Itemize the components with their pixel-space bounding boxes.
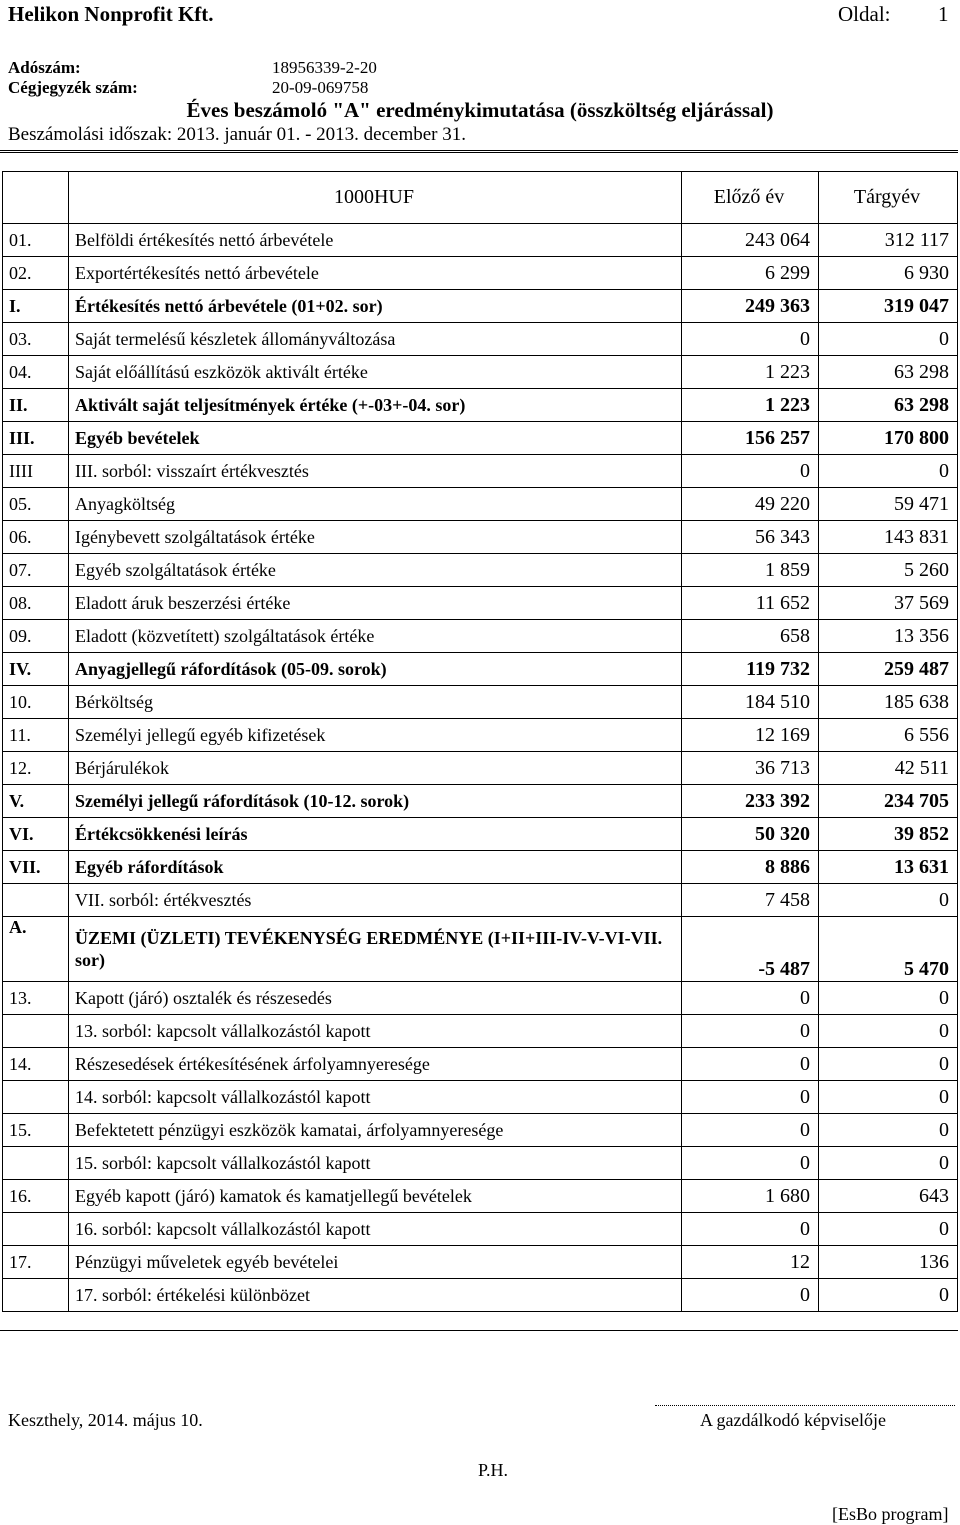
row-current-year: 143 831: [819, 521, 958, 554]
row-code: 15.: [3, 1114, 69, 1147]
row-label: Igénybevett szolgáltatások értéke: [69, 521, 682, 554]
table-row: [3, 1015, 958, 1048]
row-label: III. sorból: visszaírt értékvesztés: [69, 455, 682, 488]
table-row: [3, 1213, 958, 1246]
row-label: Pénzügyi műveletek egyéb bevételei: [69, 1246, 682, 1279]
table-row: [3, 1114, 958, 1147]
row-previous-year: 0: [682, 982, 819, 1015]
row-previous-year: 658: [682, 620, 819, 653]
row-label: VII. sorból: értékvesztés: [69, 884, 682, 917]
row-current-year: 39 852: [819, 818, 958, 851]
row-label: 17. sorból: értékelési különbözet: [69, 1279, 682, 1312]
row-previous-year: 249 363: [682, 290, 819, 323]
row-code: 08.: [3, 587, 69, 620]
row-label: Értékcsökkenési leírás: [69, 818, 682, 851]
row-label: Egyéb bevételek: [69, 422, 682, 455]
row-previous-year: 184 510: [682, 686, 819, 719]
row-code: [3, 1015, 69, 1048]
row-previous-year: 0: [682, 1114, 819, 1147]
row-previous-year: 12 169: [682, 719, 819, 752]
row-code: II.: [3, 389, 69, 422]
row-current-year: 0: [819, 1147, 958, 1180]
row-current-year: 312 117: [819, 224, 958, 257]
row-code: A.: [3, 917, 69, 982]
page-number: 1: [938, 2, 949, 26]
row-previous-year: 0: [682, 1147, 819, 1180]
row-current-year: 0: [819, 323, 958, 356]
table-row: [3, 290, 958, 323]
table-row: [3, 686, 958, 719]
row-previous-year: 1 680: [682, 1180, 819, 1213]
row-previous-year: 7 458: [682, 884, 819, 917]
page-label: Oldal:: [838, 2, 891, 26]
unit-header: 1000HUF: [69, 172, 682, 224]
header-divider: [0, 150, 958, 153]
row-previous-year: 12: [682, 1246, 819, 1279]
table-row: [3, 620, 958, 653]
row-previous-year: 6 299: [682, 257, 819, 290]
row-label: Személyi jellegű egyéb kifizetések: [69, 719, 682, 752]
row-label: Egyéb szolgáltatások értéke: [69, 554, 682, 587]
row-label: Részesedések értékesítésének árfolyamnyeresége: [69, 1048, 682, 1081]
row-label: Eladott (közvetített) szolgáltatások értéke: [69, 620, 682, 653]
row-code: V.: [3, 785, 69, 818]
row-previous-year: 119 732: [682, 653, 819, 686]
row-label: Bérjárulékok: [69, 752, 682, 785]
row-label: 13. sorból: kapcsolt vállalkozástól kapott: [69, 1015, 682, 1048]
table-row: [3, 1246, 958, 1279]
row-code: 12.: [3, 752, 69, 785]
table-bottom-rule: [0, 1330, 958, 1331]
table-row: [3, 851, 958, 884]
table-row: [3, 356, 958, 389]
row-label: Eladott áruk beszerzési értéke: [69, 587, 682, 620]
row-label: Egyéb ráfordítások: [69, 851, 682, 884]
row-code: [3, 884, 69, 917]
row-previous-year: 56 343: [682, 521, 819, 554]
registration-number-label: Cégjegyzék szám:: [8, 78, 138, 97]
row-label: 14. sorból: kapcsolt vállalkozástól kapott: [69, 1081, 682, 1114]
row-current-year: 13 631: [819, 851, 958, 884]
row-current-year: 0: [819, 1279, 958, 1312]
row-current-year: 0: [819, 1048, 958, 1081]
table-row: [3, 554, 958, 587]
row-current-year: 0: [819, 1114, 958, 1147]
row-current-year: 59 471: [819, 488, 958, 521]
table-row: [3, 653, 958, 686]
row-code: [3, 1147, 69, 1180]
row-previous-year: 50 320: [682, 818, 819, 851]
table-row: [3, 422, 958, 455]
row-label: Aktivált saját teljesítmények értéke (+-03+-04. sor): [69, 389, 682, 422]
company-name: Helikon Nonprofit Kft.: [8, 2, 214, 26]
table-row: [3, 224, 958, 257]
row-previous-year: 0: [682, 1081, 819, 1114]
reporting-period: Beszámolási időszak: 2013. január 01. - 2013. december 31.: [8, 124, 466, 145]
row-label: Személyi jellegű ráfordítások (10-12. sorok): [69, 785, 682, 818]
row-label: 16. sorból: kapcsolt vállalkozástól kapott: [69, 1213, 682, 1246]
row-label: Anyagjellegű ráfordítások (05-09. sorok): [69, 653, 682, 686]
row-code: 16.: [3, 1180, 69, 1213]
row-code: 06.: [3, 521, 69, 554]
row-label: Értékesítés nettó árbevétele (01+02. sor): [69, 290, 682, 323]
row-code: VII.: [3, 851, 69, 884]
row-code: 02.: [3, 257, 69, 290]
table-row: [3, 1147, 958, 1180]
current-year-header: Tárgyév: [819, 172, 958, 224]
row-code: 07.: [3, 554, 69, 587]
previous-year-header: Előző év: [682, 172, 819, 224]
row-current-year: 0: [819, 1081, 958, 1114]
row-previous-year: 0: [682, 1015, 819, 1048]
row-label: Anyagköltség: [69, 488, 682, 521]
program-name: [EsBo program]: [832, 1504, 949, 1524]
row-label: Bérköltség: [69, 686, 682, 719]
row-code: 01.: [3, 224, 69, 257]
row-current-year: 0: [819, 455, 958, 488]
row-previous-year: 156 257: [682, 422, 819, 455]
row-previous-year: 243 064: [682, 224, 819, 257]
row-code: 09.: [3, 620, 69, 653]
row-current-year: 6 556: [819, 719, 958, 752]
row-current-year: 136: [819, 1246, 958, 1279]
row-label: Exportértékesítés nettó árbevétele: [69, 257, 682, 290]
row-current-year: 63 298: [819, 356, 958, 389]
row-code: 10.: [3, 686, 69, 719]
row-current-year: 0: [819, 982, 958, 1015]
tax-number-value: 18956339-2-20: [272, 58, 377, 77]
row-previous-year: 0: [682, 455, 819, 488]
row-code: III.: [3, 422, 69, 455]
table-row: [3, 521, 958, 554]
row-code: 05.: [3, 488, 69, 521]
row-previous-year: 49 220: [682, 488, 819, 521]
row-current-year: 643: [819, 1180, 958, 1213]
registration-number-value: 20-09-069758: [272, 78, 369, 97]
row-code: 13.: [3, 982, 69, 1015]
row-previous-year: 36 713: [682, 752, 819, 785]
signer-title: A gazdálkodó képviselője: [700, 1410, 886, 1430]
row-previous-year: 0: [682, 1279, 819, 1312]
row-code: 17.: [3, 1246, 69, 1279]
tax-number-label: Adószám:: [8, 58, 81, 77]
table-row: [3, 785, 958, 818]
row-label: Egyéb kapott (járó) kamatok és kamatjellegű bevételek: [69, 1180, 682, 1213]
table-row: [3, 719, 958, 752]
row-previous-year: 233 392: [682, 785, 819, 818]
row-previous-year: 11 652: [682, 587, 819, 620]
row-previous-year: 1 223: [682, 356, 819, 389]
row-code: 14.: [3, 1048, 69, 1081]
row-previous-year: 0: [682, 323, 819, 356]
row-current-year: 319 047: [819, 290, 958, 323]
row-previous-year: 1 223: [682, 389, 819, 422]
row-current-year: 5 260: [819, 554, 958, 587]
row-label: Saját előállítású eszközök aktivált értéke: [69, 356, 682, 389]
row-current-year: 170 800: [819, 422, 958, 455]
table-row: [3, 323, 958, 356]
row-label: Belföldi értékesítés nettó árbevétele: [69, 224, 682, 257]
row-code: [3, 1081, 69, 1114]
row-current-year: 13 356: [819, 620, 958, 653]
row-previous-year: 0: [682, 1048, 819, 1081]
income-statement-table: [2, 171, 958, 1312]
table-header-row: [3, 172, 958, 224]
row-current-year: 5 470: [819, 917, 958, 982]
place-and-date: Keszthely, 2014. május 10.: [8, 1410, 203, 1430]
row-code: 04.: [3, 356, 69, 389]
row-current-year: 0: [819, 1015, 958, 1048]
row-previous-year: 1 859: [682, 554, 819, 587]
row-current-year: 6 930: [819, 257, 958, 290]
row-code: IV.: [3, 653, 69, 686]
table-row: [3, 389, 958, 422]
table-row: [3, 455, 958, 488]
row-previous-year: 0: [682, 1213, 819, 1246]
row-code: 11.: [3, 719, 69, 752]
row-code: VI.: [3, 818, 69, 851]
row-current-year: 0: [819, 1213, 958, 1246]
row-current-year: 185 638: [819, 686, 958, 719]
row-label: ÜZEMI (ÜZLETI) TEVÉKENYSÉG EREDMÉNYE (I+II+III-IV-V-VI-VII. sor): [69, 917, 682, 982]
row-label: Kapott (járó) osztalék és részesedés: [69, 982, 682, 1015]
row-current-year: 0: [819, 884, 958, 917]
table-row: [3, 1279, 958, 1312]
header-code-cell: [3, 172, 69, 224]
table-row: [3, 818, 958, 851]
report-title: Éves beszámoló "A" eredménykimutatása (összköltség eljárással): [186, 98, 774, 122]
row-label: Befektetett pénzügyi eszközök kamatai, árfolyamnyeresége: [69, 1114, 682, 1147]
table-row: [3, 1048, 958, 1081]
table-row: [3, 752, 958, 785]
table-row: [3, 488, 958, 521]
row-code: IIII: [3, 455, 69, 488]
table-row: [3, 982, 958, 1015]
row-label: Saját termelésű készletek állományváltozása: [69, 323, 682, 356]
table-row: [3, 257, 958, 290]
row-code: I.: [3, 290, 69, 323]
row-current-year: 42 511: [819, 752, 958, 785]
row-previous-year: 8 886: [682, 851, 819, 884]
stamp-place: P.H.: [478, 1460, 509, 1480]
table-row: [3, 917, 958, 982]
row-previous-year: -5 487: [682, 917, 819, 982]
row-code: [3, 1279, 69, 1312]
row-code: [3, 1213, 69, 1246]
row-code: 03.: [3, 323, 69, 356]
table-row: [3, 1081, 958, 1114]
signature-line: [655, 1405, 955, 1406]
row-current-year: 37 569: [819, 587, 958, 620]
row-current-year: 63 298: [819, 389, 958, 422]
row-label: 15. sorból: kapcsolt vállalkozástól kapott: [69, 1147, 682, 1180]
table-row: [3, 587, 958, 620]
table-row: [3, 884, 958, 917]
row-current-year: 234 705: [819, 785, 958, 818]
table-row: [3, 1180, 958, 1213]
row-current-year: 259 487: [819, 653, 958, 686]
